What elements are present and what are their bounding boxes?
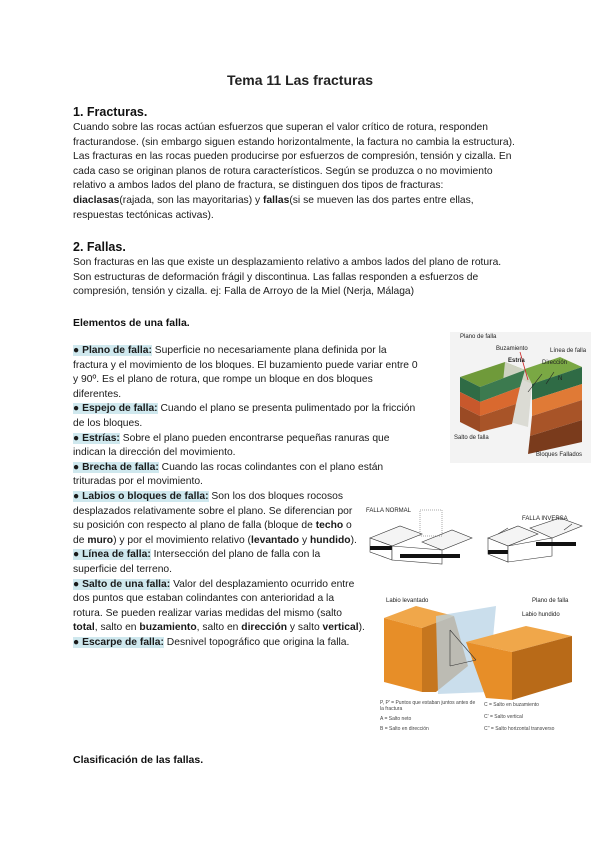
term: muro — [87, 534, 114, 546]
clasificacion-heading: Clasificación de las fallas. — [73, 754, 204, 766]
text: Valor del desplazamiento ocurrido entre dos puntos que estaban colindantes con anterioridad a la rotura. Se pueden realizar varias medidas del mismo (salto — [73, 578, 355, 619]
text: , salto en — [196, 622, 242, 634]
legend-c-double: C'' = Salto horizontal transverso — [484, 726, 555, 732]
text: ). — [350, 534, 357, 546]
term: total — [73, 622, 95, 634]
label-bloques-fallados: Bloques Fallados — [536, 452, 583, 458]
item-labios — [73, 490, 365, 548]
item-linea-de-falla — [73, 548, 365, 577]
label: ● Escarpe de falla: — [73, 636, 164, 648]
term: techo — [315, 520, 344, 532]
label: ● Salto de una falla: — [73, 578, 171, 590]
legend-b: B = Salto en dirección — [380, 726, 429, 732]
text: (rajada, son las mayoritarias) y — [119, 194, 264, 206]
term: hundido — [309, 534, 351, 546]
raised-block-front — [384, 618, 422, 692]
fault-types-diagram — [360, 498, 590, 578]
term: buzamiento — [139, 622, 197, 634]
label: ● Línea de falla: — [73, 549, 151, 561]
label-labio-levantado: Labio levantado — [386, 598, 429, 604]
inverse-layer — [488, 550, 508, 554]
normal-plane — [420, 510, 442, 536]
text: o de — [73, 520, 352, 546]
text: Cuando el plano se presenta pulimentado por la fricción de los bloques. — [73, 403, 416, 429]
label-plano: Plano de falla — [532, 598, 569, 604]
text: Cuando sobre las rocas actúan esfuerzos que superan el valor crítico de rotura, responden fracturandose. (sin embargo siguen estando horizontalmente, la factura no cambia la estructura). Las fracturas en las rocas pueden producirse por esfuerzos de compresión, tensión y cizalla. En cada caso se originan planos de rotura característicos. Según se produzca o no movimiento relativo a ambos lados del plano de fractura, se distinguen dos tipos de fracturas: — [73, 122, 515, 192]
label-linea-de-falla: Línea de falla — [550, 348, 587, 354]
section-heading-fracturas: 1. Fracturas. — [73, 105, 148, 119]
item-escarpe — [73, 636, 365, 651]
text: Superficie no necesariamente plana definida por la fractura y el movimiento de los bloques. El buzamiento puede variar entre 0 y 90º. Es el plano de rotura, que rompe un bloque en dos bloques diferentes. — [73, 345, 418, 400]
fault-block-diagram — [450, 332, 591, 463]
paragraph-fallas: Son fracturas en las que existe un desplazamiento relativo a ambos lados del plano de rotura. Son estructuras de deformación frágil y discontinua. Las fallas responden a esfuerzos de compresión, tensión y cizalla. ej: Falla de Arroyo de la Miel (Nerja, Málaga) — [73, 257, 502, 298]
text: y salto — [287, 622, 323, 634]
label-falla-normal: FALLA NORMAL — [366, 508, 412, 514]
term: levantado — [251, 534, 300, 546]
text: (si se mueven las dos partes entre ellas, respuestas tectónicas activas). — [73, 194, 474, 221]
elements-list-top — [73, 344, 423, 490]
label-n: N — [558, 376, 563, 382]
label-buzamiento: Buzamiento — [496, 346, 528, 352]
text: Son los dos bloques rocosos desplazados relativamente sobre el plano. Se diferencian por su posición con respecto al plano de falla (bloque de — [73, 491, 353, 532]
normal-right-top — [422, 530, 472, 550]
text: Sobre el plano pueden encontrarse pequeñas ranuras que indican la dirección del movimiento. — [73, 432, 390, 459]
label: ● Plano de falla: — [73, 345, 152, 356]
page-title: Tema 11 Las fracturas — [226, 72, 374, 88]
text: Intersección del plano de falla con la superficie del terreno. — [73, 549, 321, 575]
label: ● Labios o bloques de falla: — [73, 491, 209, 502]
label-estria: Estría — [508, 358, 525, 364]
term: vertical — [322, 622, 359, 634]
label-salto-de-falla: Salto de falla — [454, 435, 489, 441]
legend-a: A = Salto neto — [380, 716, 412, 722]
text: Desnivel topográfico que origina la falla. — [163, 636, 350, 648]
elements-heading: Elementos de una falla. — [73, 317, 190, 329]
label: ● Estrías: — [73, 432, 120, 444]
item-plano-de-falla — [73, 344, 423, 402]
label-labio-hundido: Labio hundido — [522, 612, 560, 618]
term: dirección — [241, 622, 288, 634]
legend-c: C = Salto en buzamiento — [484, 702, 539, 708]
label: ● Brecha de falla: — [73, 461, 159, 473]
elements-list-bottom — [73, 490, 365, 651]
label-direccion: Dirección — [542, 360, 568, 366]
section-heading-fallas: 2. Fallas. — [73, 240, 126, 254]
normal-layer — [370, 546, 392, 550]
text: Cuando las rocas colindantes con el plano están trituradas por el movimiento. — [73, 461, 384, 488]
term-diaclasas: diaclasas — [73, 194, 120, 206]
paragraph-fracturas — [73, 121, 520, 223]
text: ) y por el movimiento relativo ( — [113, 534, 251, 546]
text: ). — [358, 622, 365, 634]
inverse-layer — [536, 542, 576, 546]
text: , salto en — [94, 622, 140, 634]
item-salto — [73, 578, 365, 636]
item-espejo-de-falla — [73, 402, 423, 431]
fault-throw-diagram — [376, 596, 590, 738]
item-brecha-de-falla — [73, 461, 423, 490]
normal-layer — [400, 554, 460, 558]
label-falla-inversa: FALLA INVERSA — [522, 516, 568, 522]
label: ● Espejo de falla: — [73, 403, 158, 415]
item-estrias — [73, 432, 423, 461]
text: y — [299, 534, 310, 546]
legend-c-prime: C' = Salto vertical — [484, 714, 523, 720]
term-fallas: fallas — [263, 194, 290, 206]
legend-p: P, P' = Puntos que estaban juntos antes de la fractura — [380, 700, 476, 712]
label-plano-de-falla: Plano de falla — [460, 334, 497, 340]
